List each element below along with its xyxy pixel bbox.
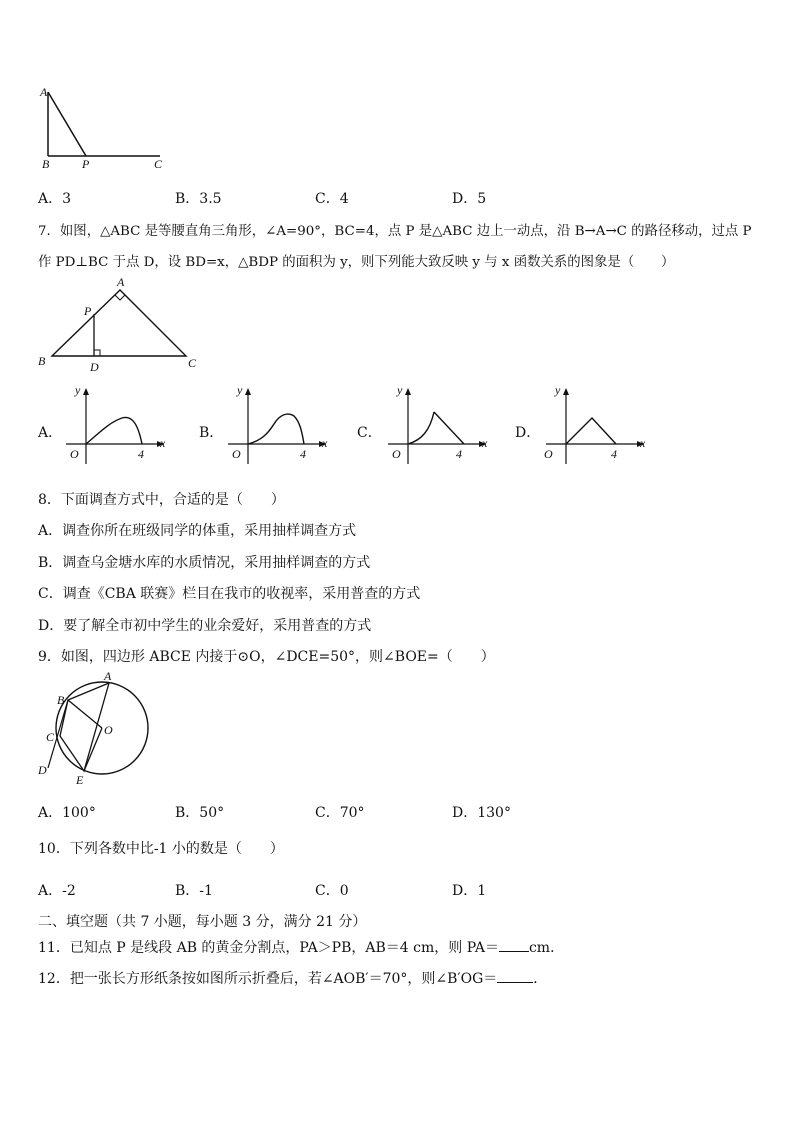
fig6-label-a: A <box>40 85 48 99</box>
q11-answer-blank[interactable] <box>499 939 529 952</box>
q9-option-d[interactable]: D．130° <box>452 805 511 821</box>
q9-label-e: E <box>76 773 84 787</box>
q10-option-c[interactable]: C．0 <box>315 883 349 899</box>
q9-stem: 9．如图，四边形 ABCE 内接于⊙O，∠DCE=50°，则∠BOE=（ ） <box>38 649 495 665</box>
q12-text-after: ． <box>533 971 548 987</box>
graph-a-tick-label: 4 <box>138 447 144 461</box>
graph-c-y-label: y <box>397 383 403 397</box>
q6-option-c[interactable]: C．4 <box>315 191 349 207</box>
q7-label-b: B <box>38 354 46 368</box>
graph-a-x-label: x <box>160 436 166 450</box>
fig6-label-c: C <box>154 157 163 171</box>
q7-option-b[interactable]: B． <box>199 425 224 441</box>
q9-label-b: B <box>57 693 65 707</box>
q9-option-a[interactable]: A．100° <box>38 805 96 821</box>
graph-d-tick-label: 4 <box>611 447 617 461</box>
graph-c-origin-label: O <box>392 447 401 461</box>
q11-text-after: cm． <box>528 940 565 956</box>
q9-option-c[interactable]: C．70° <box>315 805 365 821</box>
q7-graph-d[interactable] <box>540 384 650 466</box>
q7-label-d: D <box>90 360 99 374</box>
q7-figure <box>38 275 208 374</box>
graph-b-origin-label: O <box>232 447 241 461</box>
q12-stem <box>38 968 547 988</box>
q6-option-d[interactable]: D．5 <box>452 191 487 207</box>
q10-option-b[interactable]: B．-1 <box>175 883 213 899</box>
q7-graph-c[interactable] <box>382 384 492 466</box>
q7-option-a[interactable]: A． <box>38 425 63 441</box>
q7-stem-line1: 7．如图，△ABC 是等腰直角三角形，∠A=90°，BC=4，点 P 是△ABC 边上一动点，沿 B→A→C 的路径移动，过点 P <box>38 224 752 239</box>
q8-option-a[interactable]: A．调查你所在班级同学的体重，采用抽样调查方式 <box>38 523 357 539</box>
section2-heading: 二、填空题（共 7 小题，每小题 3 分，满分 21 分） <box>38 914 367 930</box>
fig6-label-p: P <box>82 157 90 171</box>
q11-stem <box>38 937 564 957</box>
q9-option-b[interactable]: B．50° <box>175 805 225 821</box>
graph-a-y-label: y <box>75 383 81 397</box>
q8-option-d[interactable]: D．要了解全市初中学生的业余爱好，采用普查的方式 <box>38 618 372 634</box>
graph-d-origin-label: O <box>544 447 553 461</box>
q7-label-p: P <box>84 304 92 318</box>
q9-figure <box>34 670 156 792</box>
q9-label-d: D <box>38 763 47 777</box>
q9-label-o: O <box>104 723 113 737</box>
q6-option-a[interactable]: A．3 <box>38 191 72 207</box>
q7-label-c: C <box>188 356 197 370</box>
fig6-label-b: B <box>42 157 50 171</box>
q12-answer-blank[interactable] <box>497 970 533 983</box>
q9-label-c: C <box>46 730 55 744</box>
graph-b-x-label: x <box>322 436 328 450</box>
q11-text-before: 11．已知点 P 是线段 AB 的黄金分割点，PA＞PB，AB＝4 cm，则 PA＝ <box>38 940 499 956</box>
graph-c-tick-label: 4 <box>456 447 462 461</box>
q6-option-b[interactable]: B．3.5 <box>175 191 222 207</box>
q7-graph-a[interactable] <box>60 384 170 466</box>
graph-d-x-label: x <box>640 436 646 450</box>
q9-label-a: A <box>104 669 112 683</box>
q12-text-before: 12．把一张长方形纸条按如图所示折叠后，若∠AOB′＝70°，则∠B′OG＝ <box>38 971 498 987</box>
q10-option-d[interactable]: D．1 <box>452 883 487 899</box>
q8-option-b[interactable]: B．调查乌金塘水库的水质情况，采用抽样调查的方式 <box>38 555 371 571</box>
q8-option-c[interactable]: C．调查《CBA 联赛》栏目在我市的收视率，采用普查的方式 <box>38 586 421 602</box>
q8-stem: 8．下面调查方式中，合适的是（ ） <box>38 492 285 508</box>
graph-d-y-label: y <box>555 383 561 397</box>
graph-a-origin-label: O <box>70 447 79 461</box>
graph-b-y-label: y <box>237 383 243 397</box>
q7-stem-line2: 作 PD⊥BC 于点 D，设 BD=x，△BDP 的面积为 y，则下列能大致反映 y 与 x 函数关系的图象是（ ） <box>38 255 675 270</box>
q10-option-a[interactable]: A．-2 <box>38 883 76 899</box>
q7-option-d[interactable]: D． <box>515 425 541 441</box>
graph-c-x-label: x <box>482 436 488 450</box>
q7-graph-b[interactable] <box>222 384 332 466</box>
q10-stem: 10．下列各数中比-1 小的数是（ ） <box>38 841 284 857</box>
graph-b-tick-label: 4 <box>300 447 306 461</box>
q6-figure <box>38 84 170 174</box>
q7-label-a: A <box>117 275 125 289</box>
q7-option-c[interactable]: C． <box>357 425 382 441</box>
